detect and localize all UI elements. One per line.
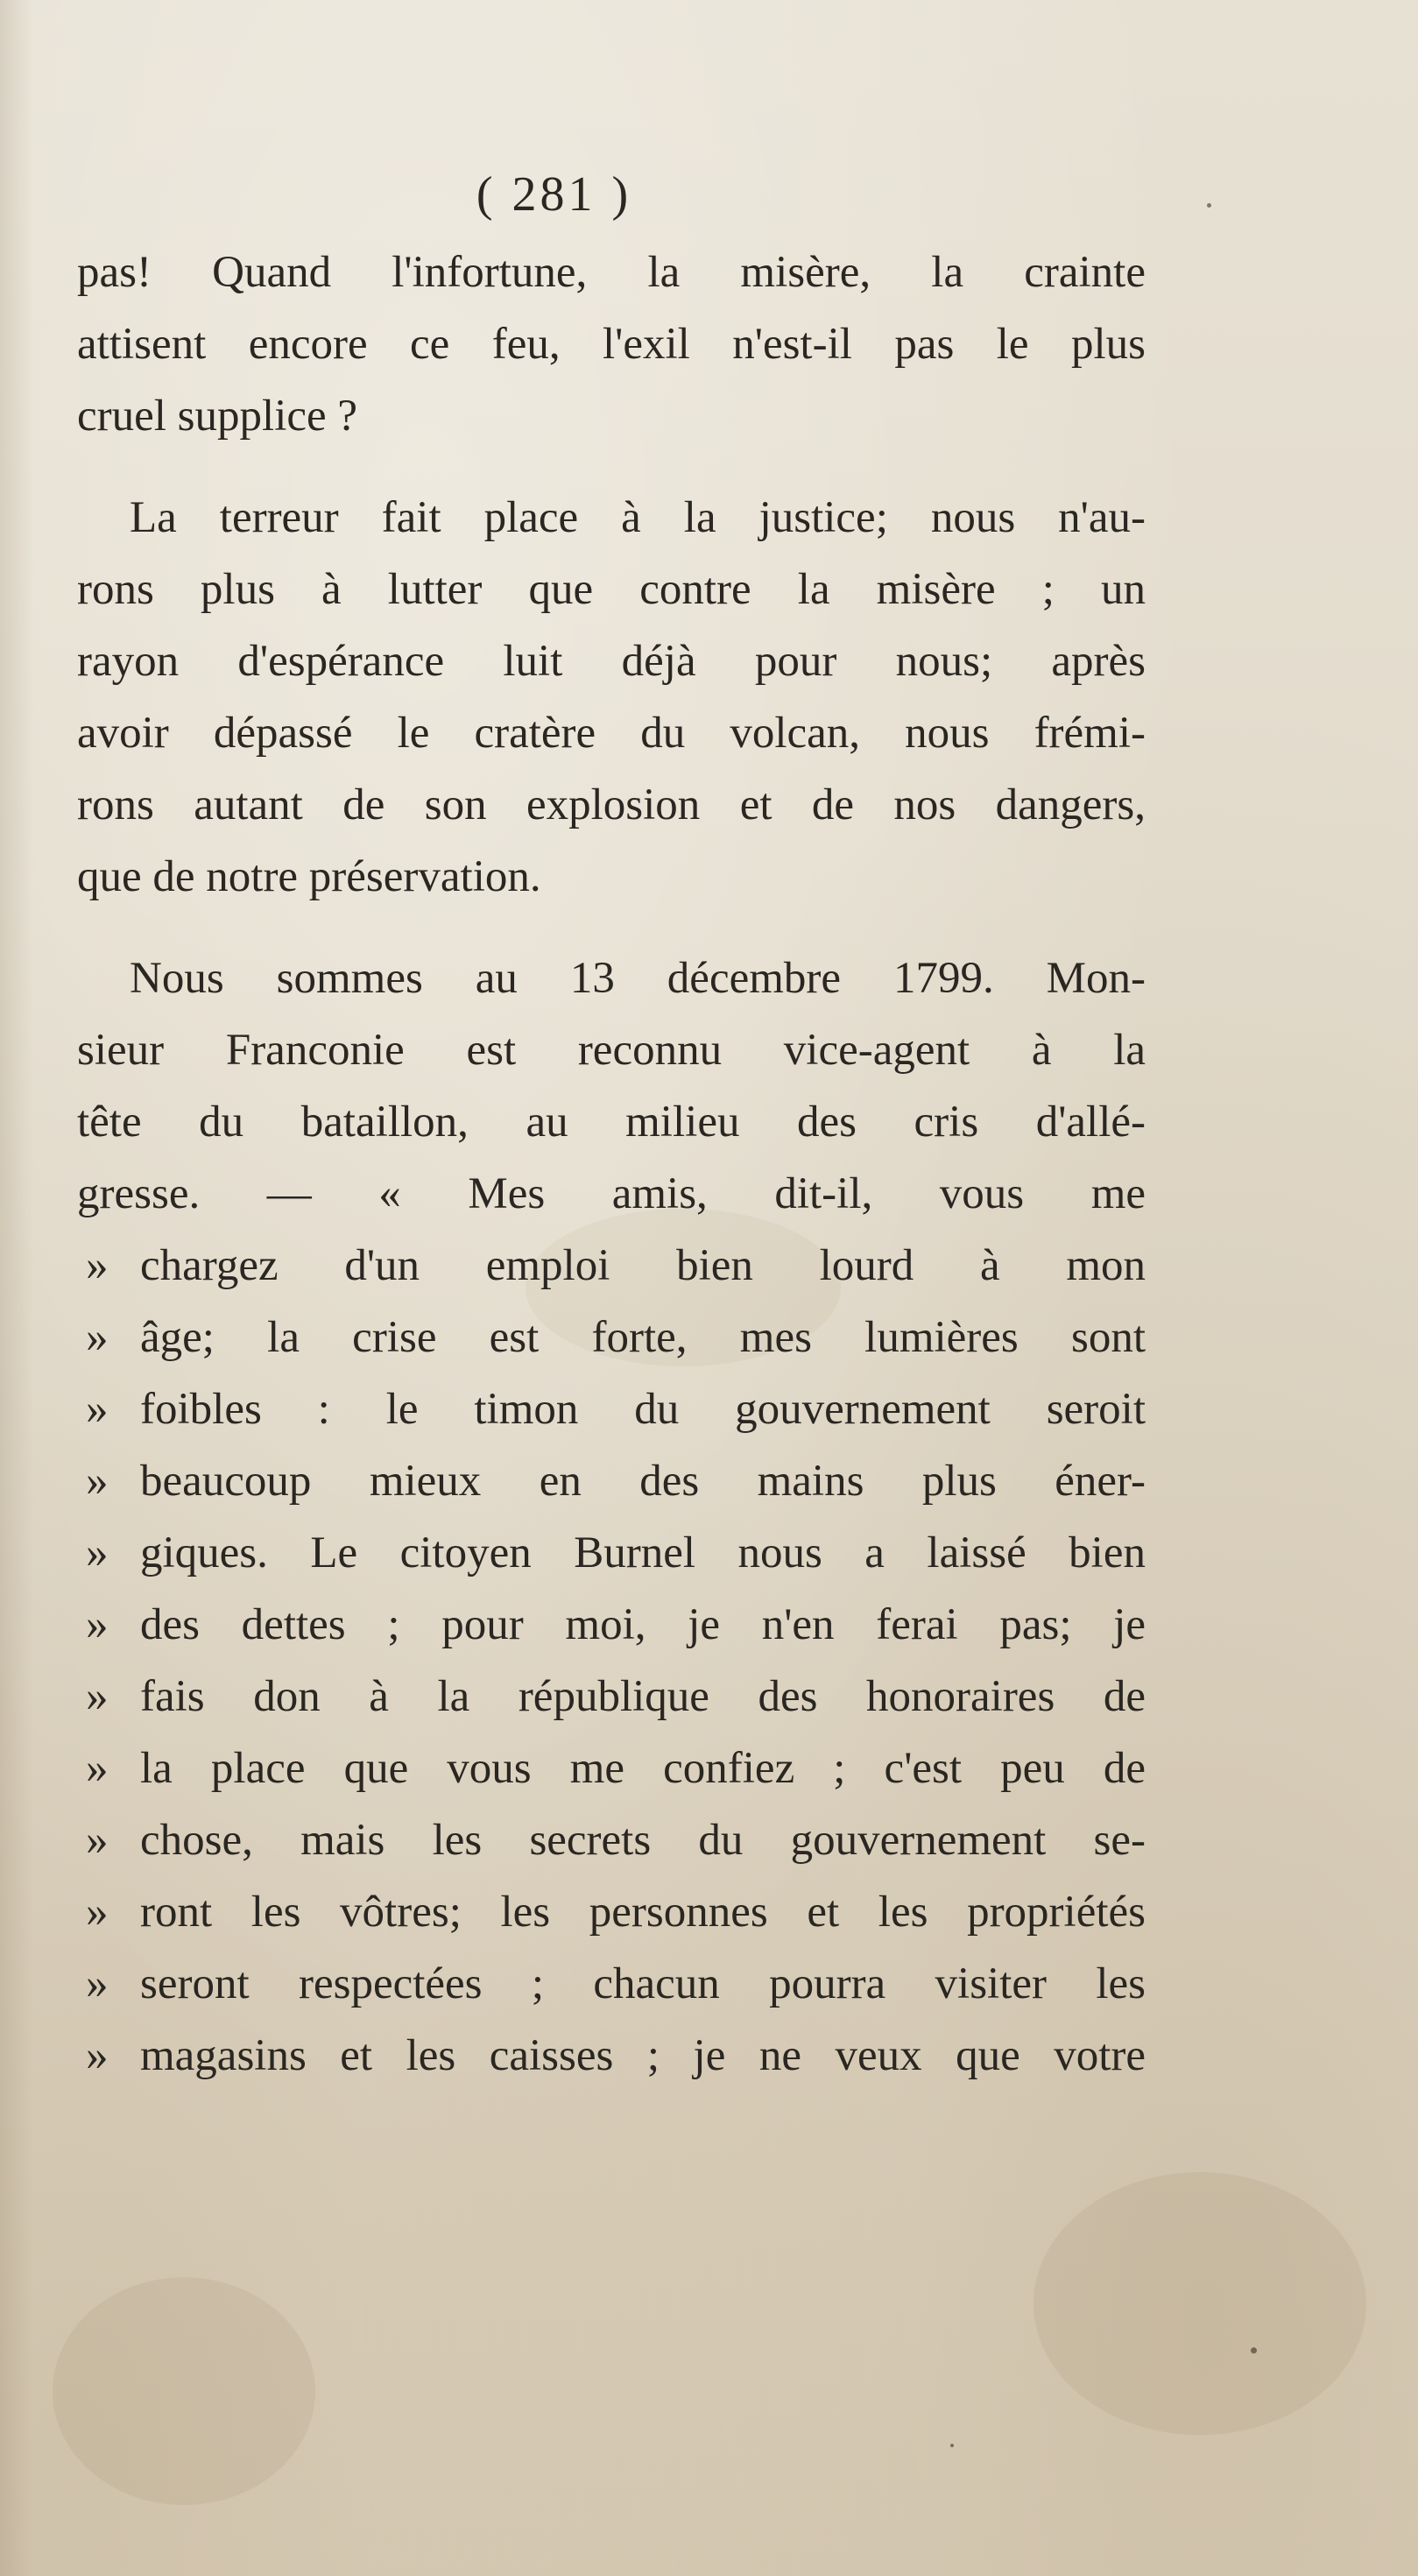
quoted-text: âge; la crise est forte, mes lumières sont [140,1313,1146,1362]
quoted-text: chose, mais les secrets du gouvernement se- [140,1816,1146,1865]
quote-mark: » [86,1816,109,1865]
quote-mark: » [86,1313,109,1362]
quoted-text: beaucoup mieux en des mains plus éner- [140,1457,1146,1506]
quote-mark: » [86,1241,109,1290]
text-line: Nous sommes au 13 décembre 1799. Mon- [130,954,1146,1003]
quoted-text: foibles : le timon du gouvernement seroit [140,1385,1146,1434]
text-line: tête du bataillon, au milieu des cris d'allé- [77,1097,1146,1147]
page-number: ( 281 ) [476,167,632,222]
paper-speck [950,2444,954,2447]
paragraph-1 [77,236,1146,452]
quote-mark: » [86,1457,109,1506]
quoted-line [77,1589,1146,1661]
text-line: La terreur fait place à la justice; nous n'au- [130,493,1146,542]
paragraph-2 [77,482,1146,913]
quoted-line [77,2020,1146,2092]
quoted-text: chargez d'un emploi bien lourd à mon [140,1241,1146,1290]
text-line: gresse. — « Mes amis, dit-il, vous me [77,1169,1146,1218]
quoted-line [77,1948,1146,2020]
quoted-line [77,1876,1146,1948]
quoted-line [77,1517,1146,1589]
quote-mark: » [86,1600,109,1649]
quote-mark: » [86,1385,109,1434]
text-line: avoir dépassé le cratère du volcan, nous frémi- [77,709,1146,758]
quote-mark: » [86,1528,109,1577]
quoted-text: magasins et les caisses ; je ne veux que votre [140,2031,1146,2080]
text-line: rons plus à lutter que contre la misère ; un [77,565,1146,614]
quoted-text: ront les vôtres; les personnes et les propriétés [140,1888,1146,1937]
body-text [77,236,1146,2092]
foxing-stain [1034,2172,1366,2435]
paper-speck [1207,203,1211,208]
quoted-text: fais don à la république des honoraires de [140,1672,1146,1721]
text-line: rayon d'espérance luit déjà pour nous; après [77,637,1146,686]
quoted-line [77,1373,1146,1445]
quote-mark: » [86,1959,109,2008]
quote-mark: » [86,1888,109,1937]
text-line: cruel supplice ? [77,392,358,441]
quoted-line [77,1302,1146,1373]
quoted-text: seront respectées ; chacun pourra visiter les [140,1959,1146,2008]
page-fold-shadow [0,0,33,2576]
paragraph-3 [77,942,1146,2092]
text-line: sieur Franconie est reconnu vice-agent à la [77,1026,1146,1075]
quote-mark: » [86,1744,109,1793]
text-line: que de notre préservation. [77,852,541,901]
quoted-text: des dettes ; pour moi, je n'en ferai pas; je [140,1600,1146,1649]
quoted-text: la place que vous me confiez ; c'est peu de [140,1744,1146,1793]
quote-mark: » [86,1672,109,1721]
quoted-line [77,1661,1146,1733]
quoted-line [77,1804,1146,1876]
paper-speck [1251,2347,1257,2354]
quoted-line [77,1733,1146,1804]
text-line: attisent encore ce feu, l'exil n'est-il pas le plus [77,320,1146,369]
quote-mark: » [86,2031,109,2080]
text-line: rons autant de son explosion et de nos dangers, [77,780,1146,829]
quoted-line [77,1230,1146,1302]
foxing-stain [53,2277,315,2505]
quoted-text: giques. Le citoyen Burnel nous a laissé bien [140,1528,1146,1577]
quoted-line [77,1445,1146,1517]
text-line: pas! Quand l'infortune, la misère, la crainte [77,248,1146,297]
